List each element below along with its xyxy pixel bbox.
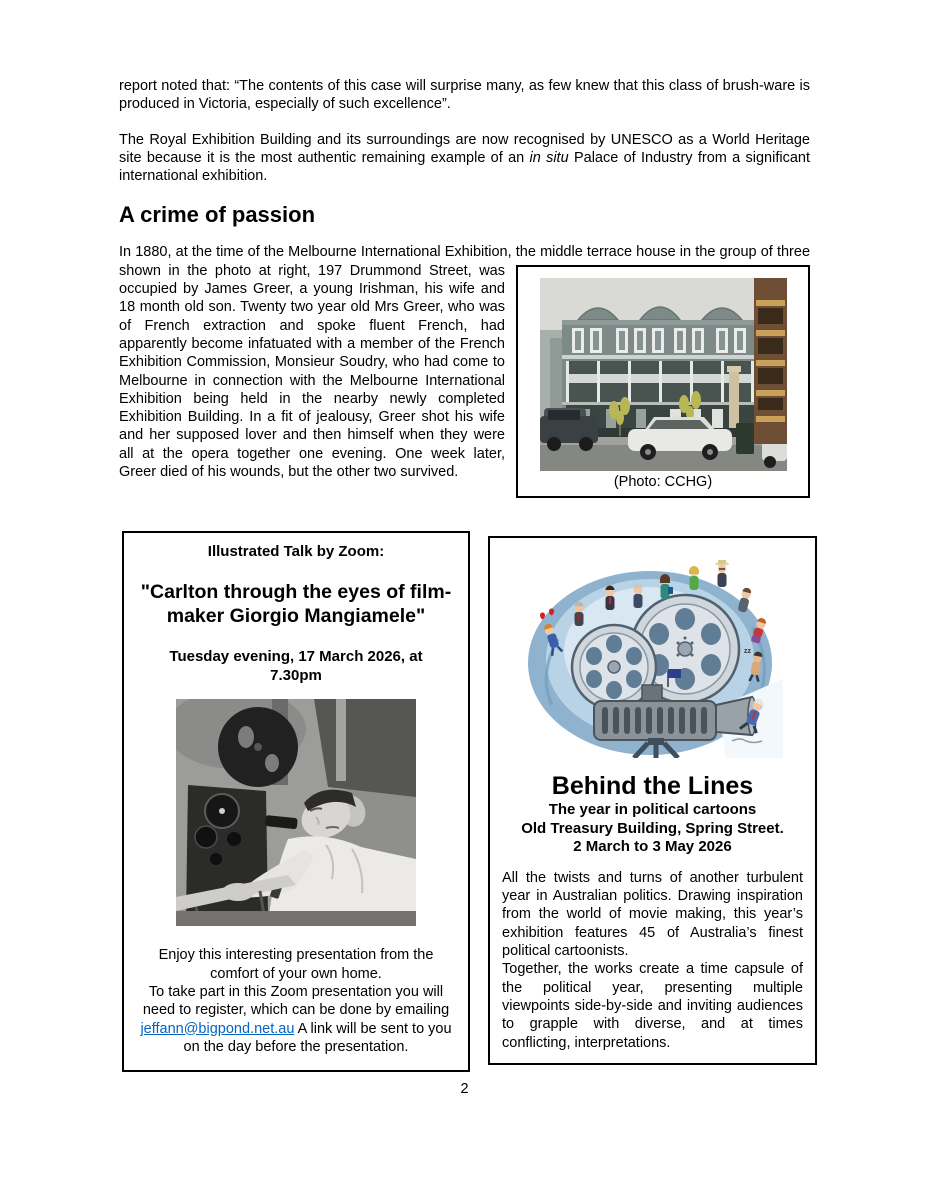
terrace-photo-box	[516, 265, 810, 498]
page-number: 2	[460, 1081, 469, 1098]
intro-paragraph-1: report noted that: “The contents of this case will surprise many, as few knew that this class of brush-ware is produced in Victoria, especially of such excellence”.	[119, 78, 810, 113]
exhibition-paragraph-2: Together, the works create a time capsule of the political year, presenting multiple viewpoints side-by-side and inviting audiences to grapple with diverse, and at times conflicting, interpretations.	[502, 961, 803, 1051]
talk-date-line1: Tuesday evening, 17 March 2026, at	[169, 648, 423, 666]
filmmaker-photo	[176, 699, 416, 926]
svg-text:zz: zz	[744, 648, 751, 656]
talk-details-line2: To take part in this Zoom presentation you will need to register, which can be done by emailing	[142, 983, 450, 1019]
crime-paragraph-line1: In 1880, at the time of the Melbourne International Exhibition, the middle terrace house in the group	[119, 244, 757, 261]
terrace-houses-photo	[540, 278, 787, 471]
exhibition-paragraph-1: All the twists and turns of another turbulent year in Australian politics. Drawing inspiration from the world of movie making, this year’s exhibition features 45 of Australia’s finest political cartoonists.	[502, 869, 803, 960]
talk-date-line2: 7.30pm	[270, 666, 322, 684]
talk-details-line1: Enjoy this interesting presentation from the comfort of your own home.	[158, 947, 434, 982]
talk-title	[124, 580, 468, 628]
political-cartoon-image	[522, 555, 783, 758]
cartoon-image-wrap	[490, 555, 815, 763]
talk-kicker: Illustrated Talk by Zoom:	[207, 543, 385, 561]
exhibition-subtitle-1: The year in political cartoons	[548, 801, 757, 819]
exhibition-subtitle-2: Old Treasury Building, Spring Street.	[521, 819, 784, 837]
crime-paragraph-rest: of three shown in the photo at right, 197 Drummond Street, was occupied by James Greer, a young Irishman, his wife and 18 month old son. Twenty two year old Mrs Greer, who was of French extraction and spoke fluent French, had apparently become infatuated with a member of the French Exhibition Commission, Monsieur Soudry, who had come to Melbourne in connection with the Melbourne International Exhibition being held in the nearby newly completed Exhibition Building. In a fit of jealousy, Greer shot his wife and her supposed lover and then himself when they were all at the opera together one evening. One week later, Greer died of his wounds, but the other two survived.	[119, 244, 811, 481]
talk-details-line3: A link will be sent to you on the day before the presentation.	[183, 1020, 452, 1055]
in-situ-italic: in situ	[529, 149, 569, 166]
exhibition-box	[488, 536, 817, 1065]
intro-paragraph-2	[119, 131, 810, 186]
email-link[interactable]: jeffann@bigpond.net.au	[140, 1020, 295, 1037]
filmmaker-photo-wrap	[124, 699, 468, 931]
exhibition-subtitle-3: 2 March to 3 May 2026	[573, 838, 732, 856]
talk-datetime	[124, 648, 468, 685]
zoom-talk-box	[122, 531, 470, 1072]
talk-details	[134, 946, 458, 1056]
crime-paragraph	[119, 243, 811, 490]
exhibition-title: Behind the Lines	[551, 772, 754, 801]
talk-title-line2: maker Giorgio Mangiamele"	[166, 605, 426, 628]
talk-title-line1: "Carlton through the eyes of film-	[140, 581, 452, 604]
intro-paragraph-2-end: Palace of Industry from a significant international exhibition.	[119, 149, 810, 185]
event-boxes-row	[122, 531, 817, 1072]
page-content	[119, 0, 810, 1097]
section-heading: A crime of passion	[119, 202, 316, 228]
photo-caption: (Photo: CCHG)	[613, 473, 713, 490]
exhibition-description	[502, 869, 803, 1052]
intro-paragraph-2-text: The Royal Exhibition Building and its surroundings are now recognised by UNESCO as a World Heritage site because it is the most authentic remaining example of an	[119, 131, 810, 166]
